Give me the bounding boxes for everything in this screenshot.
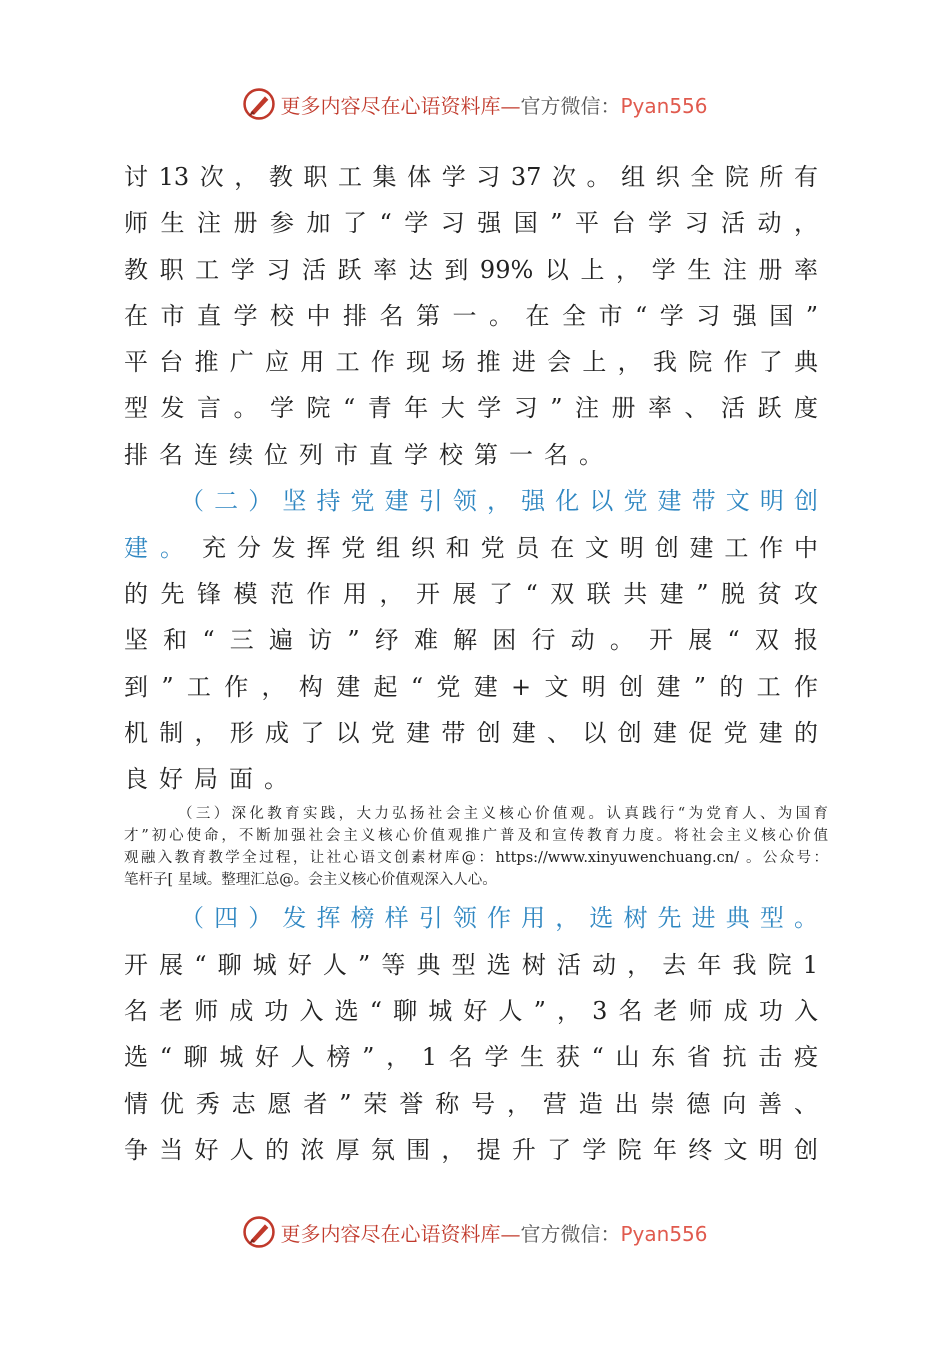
section-4-heading: （四）发挥榜样引领作用，选树先进典型。 [180,904,818,932]
body-line: 开展“聊城好人”等典型选树活动，去年我院1 [124,951,818,979]
pen-logo-icon [242,1215,276,1249]
section-2-heading: （二）坚持党建引领，强化以党建带文明创 [180,487,818,515]
small-text-line: 才”初心使命，不断加强社会主义核心价值观推广普及和宣传教育力度。将社会主义核心价值 [124,828,828,844]
small-text-line: 观融入教育教学全过程，让社心语文创素材库@：https://www.xinyuwenchuang.cn/ 。公众号： [124,850,828,866]
body-line: 良好局面。 [124,765,299,793]
body-line: 讨13次，教职工集体学习37次。组织全院所有 [124,163,818,191]
body-line: 平台推广应用工作现场推进会上，我院作了典 [124,348,818,376]
small-text-line: （三）深化教育实践，大力弘扬社会主义核心价值观。认真践行“为党育人、为国育 [178,806,828,822]
footer-wechat-label: 官方微信： [520,1221,621,1246]
header-wechat-id: Pyan556 [620,93,708,118]
body-line: 坚和“三遍访”纾难解困行动。开展“双报 [124,626,818,654]
pen-logo-icon [242,87,276,121]
body-line: 排名连续位列市直学校第一名。 [124,441,614,469]
body-line: 教职工学习活跃率达到99%以上，学生注册率 [124,256,818,284]
body-line: 师生注册参加了“学习强国”平台学习活动， [124,209,818,237]
body-line: 选“聊城好人榜”，1名学生获“山东省抗击疫 [124,1043,818,1071]
body-line: 到”工作，构建起“党建+文明创建”的工作 [124,673,818,701]
page-header [0,84,950,124]
header-text [280,90,707,119]
body-line: 的先锋模范作用，开展了“双联共建”脱贫攻 [124,580,818,608]
body-line: 名老师成功入选“聊城好人”，3名老师成功入 [124,997,818,1025]
body-line [124,533,818,563]
footer-wechat-id: Pyan556 [620,1221,708,1246]
body-line: 情优秀志愿者”荣誉称号，营造出崇德向善、 [124,1090,818,1118]
body-line: 在市直学校中排名第一。在全市“学习强国” [124,302,818,330]
footer-text [280,1218,707,1247]
body-line: 机制，形成了以党建带创建、以创建促党建的 [124,719,818,747]
section-2-first-line: 充分发挥党组织和党员在文明创建工作中 [202,534,818,562]
header-slogan: 更多内容尽在心语资料库— [280,93,521,118]
small-text-line: 笔杆子[ 星域。整理汇总@。会主义核心价值观深入人心。 [124,872,497,888]
page-footer [0,1212,950,1252]
section-2-heading-tail: 建。 [124,534,196,562]
footer-slogan: 更多内容尽在心语资料库— [280,1221,521,1246]
body-line: 争当好人的浓厚氛围，提升了学院年终文明创 [124,1136,818,1164]
header-wechat-label: 官方微信： [520,93,621,118]
body-line: 型发言。学院“青年大学习”注册率、活跃度 [124,394,818,422]
